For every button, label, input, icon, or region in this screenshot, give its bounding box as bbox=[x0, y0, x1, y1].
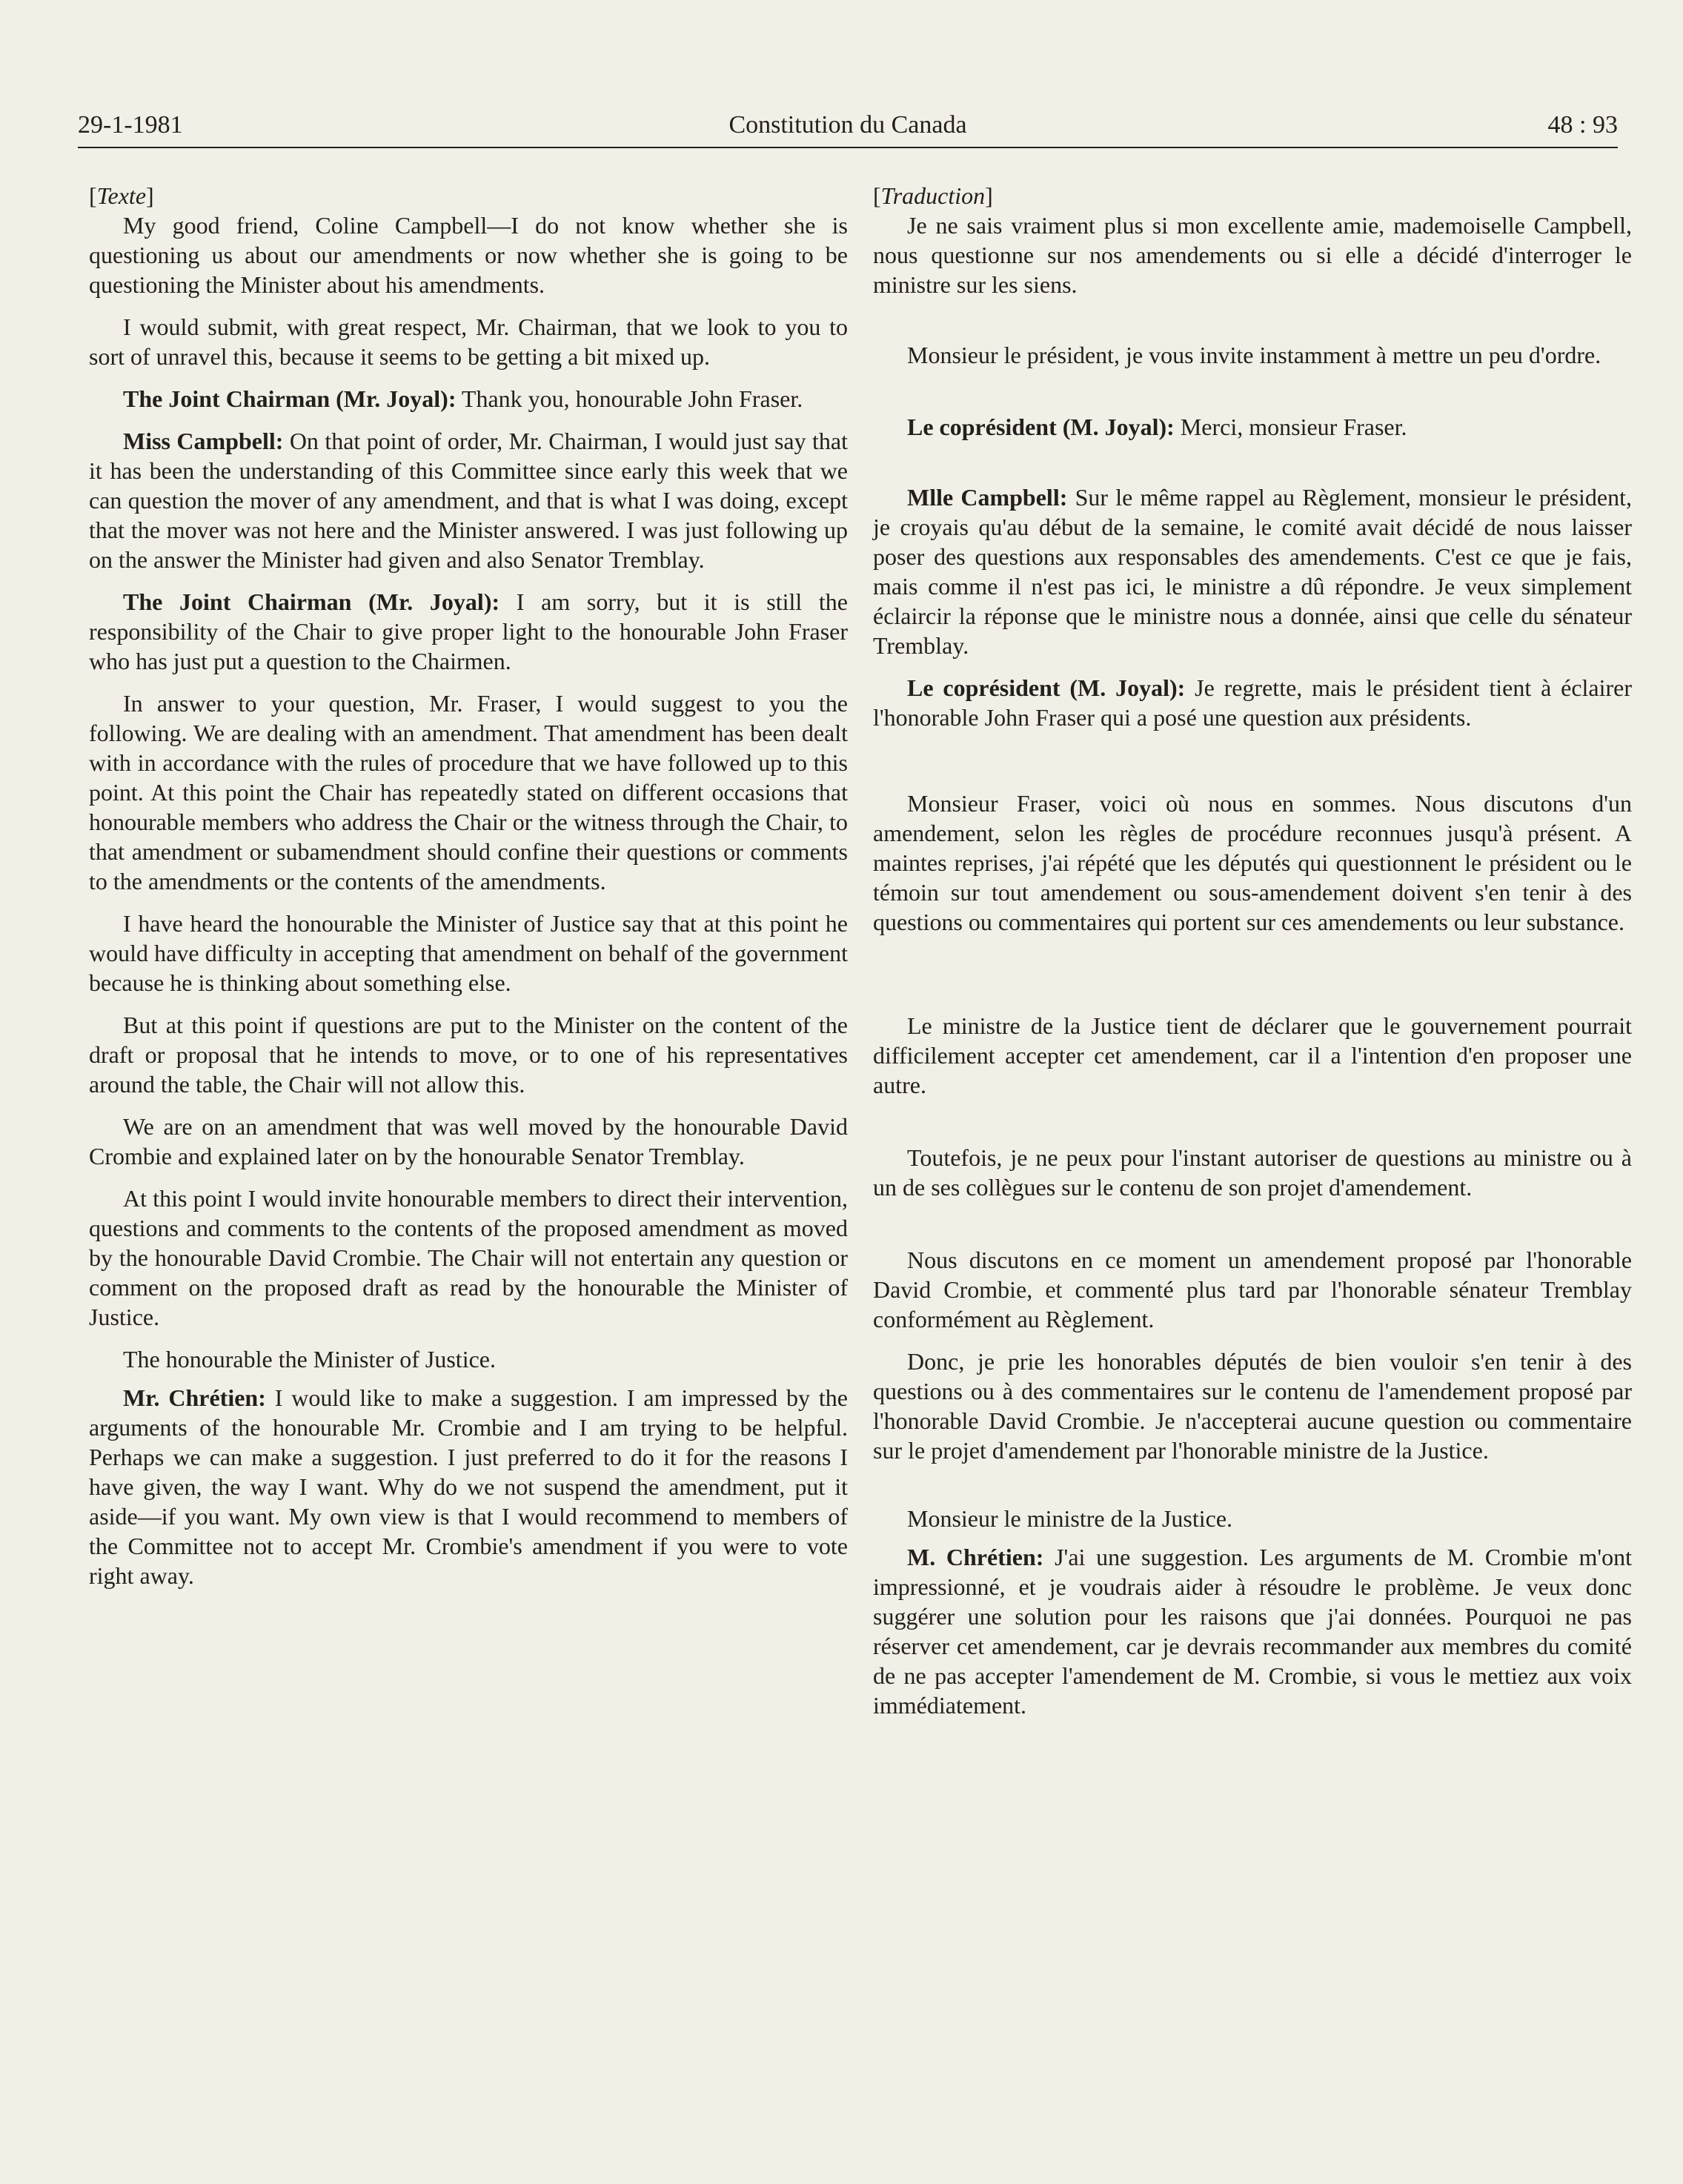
paragraph bbox=[89, 1010, 848, 1099]
paragraph bbox=[89, 384, 848, 414]
paragraph-text: Je regrette, mais le président tient à éclairer l'honorable John Fraser qui a posé une question aux présidents. bbox=[873, 674, 1633, 731]
paragraph bbox=[89, 312, 848, 371]
paragraph bbox=[873, 1011, 1632, 1100]
french-column bbox=[873, 181, 1632, 1720]
paragraph-text: Toutefois, je ne peux pour l'instant autoriser de questions au ministre ou à un de ses collègues sur le contenu de son projet d'amendement. bbox=[873, 1144, 1632, 1201]
paragraph bbox=[89, 1184, 848, 1332]
speaker: Mr. Chrétien: bbox=[123, 1384, 266, 1411]
paragraph bbox=[873, 1504, 1632, 1533]
paragraph bbox=[89, 1383, 848, 1590]
running-header bbox=[78, 104, 1618, 147]
paragraph bbox=[89, 909, 848, 998]
paragraph bbox=[873, 340, 1632, 370]
column-tag-label: Texte bbox=[96, 182, 147, 209]
paragraph bbox=[873, 1347, 1632, 1465]
paragraph-text: J'ai une suggestion. Les arguments de M. Crombie m'ont impressionné, et je voudrais aider à résoudre le problème. Je veux donc suggérer une solution pour les raisons que j'ai données. Pourquoi ne pas réserver cet amendement, car je devrais recommander aux membres du comité de ne pas accepter l'amendement de M. Crombie, si vous le mettiez aux voix immédiatement. bbox=[873, 1544, 1633, 1719]
paragraph bbox=[873, 210, 1632, 299]
english-column bbox=[89, 181, 848, 1590]
paragraph-text: My good friend, Coline Campbell—I do not know whether she is questioning us about our amendments or now whether she is going to be questioning the Minister about his amendments. bbox=[89, 212, 848, 298]
paragraph-text: Thank you, honourable John Fraser. bbox=[461, 385, 803, 412]
paragraph-text: In answer to your question, Mr. Fraser, I would suggest to you the following. We are dealing with an amendment. That amendment has been dealt with in accordance with the rules of procedure that we have followed up to this point. At this point the Chair has repeatedly stated on different occasions that honourable members who address the Chair or the witness through the Chair, to that amendment or subamendment should confine their questions or comments to the amendments or the contents of the amendments. bbox=[89, 690, 848, 894]
paragraph-text: But at this point if questions are put to the Minister on the content of the draft or proposal that he intends to move, or to one of his representatives around the table, the Chair will not allow this. bbox=[89, 1012, 848, 1098]
paragraph-text: I am sorry, but it is still the responsibility of the Chair to give proper light to the honourable John Fraser who has just put a question to the Chairmen. bbox=[89, 588, 849, 674]
speaker: The Joint Chairman (Mr. Joyal): bbox=[123, 385, 457, 412]
header-title: Constitution du Canada bbox=[728, 111, 967, 139]
paragraph-text: The honourable the Minister of Justice. bbox=[123, 1346, 496, 1373]
paragraph-text: Monsieur le président, je vous invite instamment à mettre un peu d'ordre. bbox=[907, 342, 1601, 368]
paragraph bbox=[873, 1542, 1632, 1720]
paragraph-text: Monsieur le ministre de la Justice. bbox=[907, 1505, 1233, 1532]
paragraph-text: Sur le même rappel au Règlement, monsieur le président, je croyais qu'au début de la semaine, le comité avait décidé de nous laisser poser des questions aux responsables des amendements. C'est ce que je fais, mais comme il n'est pas ici, le ministre a dû répondre. Je veux simplement éclaircir la réponse que le ministre nous a donnée, ainsi que celle du sénateur Tremblay. bbox=[873, 484, 1633, 659]
paragraph bbox=[873, 1245, 1632, 1334]
header-date: 29-1-1981 bbox=[78, 111, 183, 139]
column-tag: [Texte] bbox=[89, 182, 154, 209]
paragraph-text: Merci, monsieur Fraser. bbox=[1180, 414, 1407, 440]
speaker: Le coprésident (M. Joyal): bbox=[907, 414, 1175, 440]
paragraph-text: Nous discutons en ce moment un amendement proposé par l'honorable David Crombie, et commenté plus tard par l'honorable sénateur Tremblay conformément au Règlement. bbox=[873, 1247, 1632, 1332]
paragraph bbox=[873, 673, 1632, 732]
paragraph bbox=[89, 688, 848, 896]
paragraph-text: Donc, je prie les honorables députés de bien vouloir s'en tenir à des questions ou à des commentaires sur le contenu de l'amendement proposé par l'honorable David Crombie. Je n'accepterai aucune question ou commentaire sur le projet d'amendement par l'honorable ministre de la Justice. bbox=[873, 1348, 1632, 1464]
paragraph bbox=[89, 1112, 848, 1171]
paragraph-text: On that point of order, Mr. Chairman, I would just say that it has been the understanding of this Committee since early this week that we can question the mover of any amendment, and that is what I was doing, except that the mover was not here and the Minister answered. I was just following up on the answer the Minister had given and also Senator Tremblay. bbox=[89, 428, 849, 573]
paragraph-text: Je ne sais vraiment plus si mon excellente amie, mademoiselle Campbell, nous questionne sur nos amendements ou si elle a décidé d'interroger le ministre sur les siens. bbox=[873, 212, 1632, 298]
paragraph bbox=[873, 789, 1632, 937]
paragraph-text: Monsieur Fraser, voici où nous en sommes. Nous discutons d'un amendement, selon les règles de procédure reconnues jusqu'à présent. A maintes reprises, j'ai répété que les députés qui questionnent le président ou le témoin sur tout amendement ou sous-amendement doivent s'en tenir à des questions ou commentaires qui portent sur ces amendements ou leur substance. bbox=[873, 790, 1632, 935]
paragraph-text: I have heard the honourable the Minister of Justice say that at this point he would have difficulty in accepting that amendment on behalf of the government because he is thinking about something else. bbox=[89, 910, 848, 996]
paragraph bbox=[89, 587, 848, 676]
paragraph bbox=[89, 426, 848, 574]
speaker: M. Chrétien: bbox=[907, 1544, 1044, 1570]
paragraph bbox=[89, 1344, 848, 1374]
column-tag-label: Traduction bbox=[880, 182, 986, 209]
speaker: Miss Campbell: bbox=[123, 428, 284, 454]
paragraph bbox=[873, 412, 1632, 442]
header-page-number: 48 : 93 bbox=[1547, 111, 1618, 139]
paragraph-text: At this point I would invite honourable members to direct their intervention, questions and comments to the contents of the proposed amendment as moved by the honourable David Crombie. The Chair will not entertain any question or comment on the proposed draft as read by the honourable the Minister of Justice. bbox=[89, 1185, 848, 1330]
paragraph bbox=[873, 1143, 1632, 1202]
paragraph bbox=[873, 482, 1632, 660]
paragraph-text: I would submit, with great respect, Mr. Chairman, that we look to you to sort of unravel this, because it seems to be getting a bit mixed up. bbox=[89, 313, 848, 370]
speaker: The Joint Chairman (Mr. Joyal): bbox=[123, 588, 500, 615]
speaker: Le coprésident (M. Joyal): bbox=[907, 674, 1186, 701]
header-rule bbox=[78, 147, 1618, 148]
column-tag: [Traduction] bbox=[873, 182, 993, 209]
paragraph-text: I would like to make a suggestion. I am impressed by the arguments of the honourable Mr. Crombie and I am trying to be helpful. Perhaps we can make a suggestion. I just preferred to do it for the reasons I have given, the way I want. Why do we not suspend the amendment, put it aside—if you want. My own view is that I would recommend to members of the Committee not to accept Mr. Crombie's amendment if you were to vote right away. bbox=[89, 1384, 849, 1589]
paragraph-text: We are on an amendment that was well moved by the honourable David Crombie and explained later on by the honourable Senator Tremblay. bbox=[89, 1113, 848, 1169]
paragraph bbox=[89, 210, 848, 299]
paragraph-text: Le ministre de la Justice tient de déclarer que le gouvernement pourrait difficilement accepter cet amendement, car il a l'intention d'en proposer une autre. bbox=[873, 1012, 1632, 1098]
speaker: Mlle Campbell: bbox=[907, 484, 1068, 511]
